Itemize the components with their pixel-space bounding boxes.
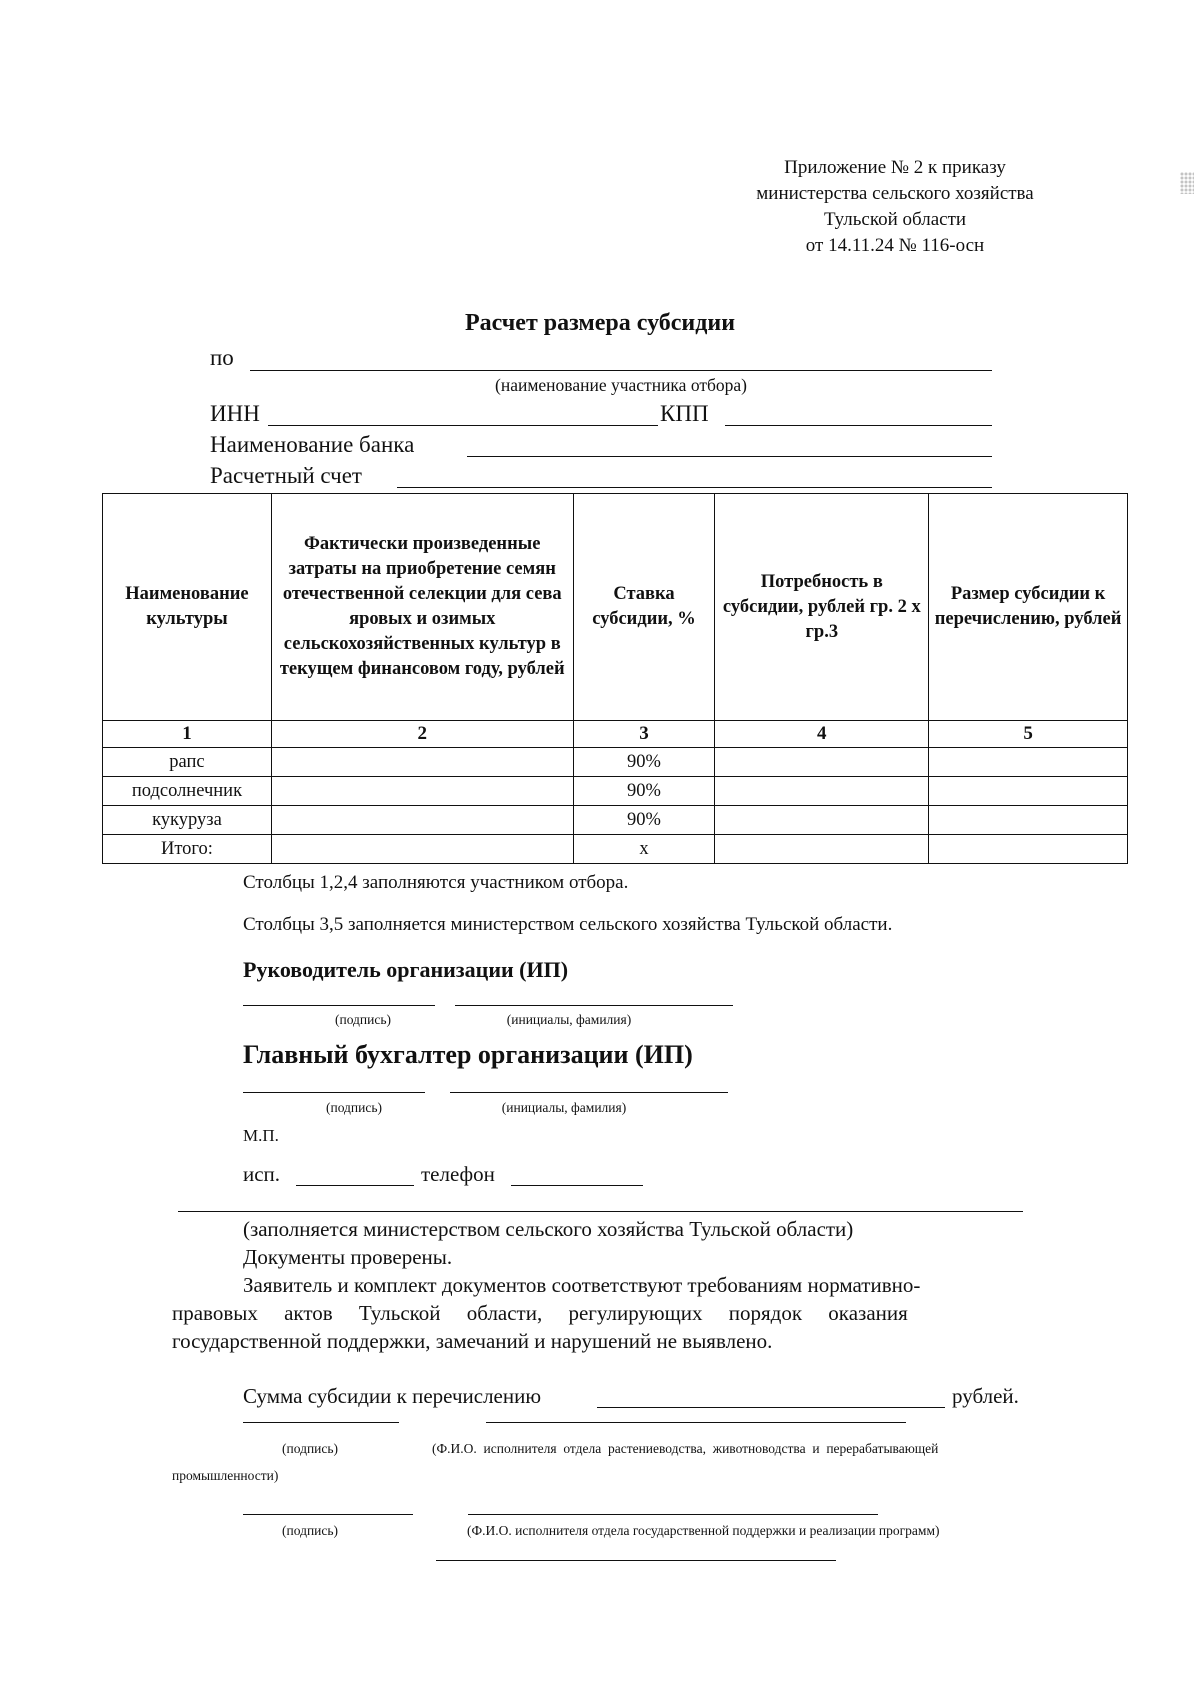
fio-caption-support-department: (Ф.И.О. исполнителя отдела государственной поддержки и реализации программ) [467,1523,940,1538]
signature-caption: (подпись) [334,1012,392,1027]
executor1-name-field[interactable] [486,1422,906,1423]
note-ministry-columns: Столбцы 3,5 заполняется министерством сельского хозяйства Тульской области. [243,914,893,935]
section-divider [178,1211,1023,1212]
table-row [103,806,1128,835]
account-label: Расчетный счет [210,463,362,488]
sum-field[interactable] [597,1407,945,1408]
head-title: Руководитель организации (ИП) [243,957,569,982]
bottom-rule [436,1560,836,1561]
statement-line: государственной поддержки, замечаний и нарушений не выявлено. [172,1329,773,1353]
documents-checked: Документы проверены. [243,1245,453,1269]
executor2-signature-field[interactable] [243,1514,413,1515]
sum-unit: рублей. [952,1384,1019,1408]
accountant-signature-field[interactable] [243,1092,425,1093]
bank-field[interactable] [467,456,992,457]
fio-caption-continued: промышленности) [172,1468,279,1483]
need-cell[interactable] [715,777,929,806]
crop-cell: рапс [103,748,272,777]
column-number: 4 [715,721,929,748]
table-header-row [103,494,1128,721]
executor2-name-field[interactable] [468,1514,878,1515]
amount-cell[interactable] [929,777,1128,806]
accountant-title: Главный бухгалтер организации (ИП) [243,1040,693,1069]
rate-cell: 90% [573,748,715,777]
head-signature-field[interactable] [243,1005,435,1006]
fio-caption-crop-department: (Ф.И.О. исполнителя отдела растениеводства, животноводства и перерабатывающей [432,1441,939,1456]
rate-cell: 90% [573,777,715,806]
kpp-field[interactable] [725,425,992,426]
inn-label: ИНН [210,401,260,426]
sum-label: Сумма субсидии к перечислению [243,1384,542,1408]
ministry-caption: (заполняется министерством сельского хозяйства Тульской области) [243,1217,854,1241]
table-row [103,748,1128,777]
phone-label: телефон [421,1162,495,1186]
executor-field[interactable] [296,1185,414,1186]
bank-label: Наименование банка [210,432,415,457]
crop-cell: кукуруза [103,806,272,835]
amount-cell[interactable] [929,835,1128,864]
rate-cell: 90% [573,806,715,835]
column-number: 1 [103,721,272,748]
stamp-label: М.П. [243,1126,279,1145]
column-number-row [103,721,1128,748]
need-cell[interactable] [715,748,929,777]
subsidy-table [102,493,1128,864]
account-field[interactable] [397,487,992,488]
statement-line: правовых актов Тульской области, регулирующих порядок оказания [172,1301,908,1325]
appendix-header [720,155,1070,259]
phone-field[interactable] [511,1185,643,1186]
inn-field[interactable] [268,425,658,426]
total-label-cell: Итого: [103,835,272,864]
amount-cell[interactable] [929,748,1128,777]
total-row [103,835,1128,864]
header-subsidy-rate: Ставка субсидии, % [573,494,715,721]
participant-caption: (наименование участника отбора) [495,375,747,395]
column-number: 5 [929,721,1128,748]
participant-name-field[interactable] [250,370,992,371]
po-label: по [210,345,234,370]
executor-label: исп. [243,1162,281,1186]
costs-cell[interactable] [271,777,573,806]
need-cell[interactable] [715,835,929,864]
signature-caption: (подпись) [282,1441,339,1456]
name-caption: (инициалы, фамилия) [506,1012,632,1027]
executor1-signature-field[interactable] [243,1422,399,1423]
page-title: Расчет размера субсидии [464,310,736,336]
appendix-line: Тульской области [823,209,967,230]
column-number: 3 [573,721,715,748]
accountant-name-field[interactable] [450,1092,728,1093]
kpp-label: КПП [660,401,709,426]
costs-cell[interactable] [271,748,573,777]
header-subsidy-amount: Размер субсидии к перечислению, рублей [929,494,1128,721]
scan-speck [1180,172,1194,194]
appendix-line: министерства сельского хозяйства [756,183,1034,204]
amount-cell[interactable] [929,806,1128,835]
column-number: 2 [271,721,573,748]
name-caption: (инициалы, фамилия) [501,1100,627,1115]
note-participant-columns: Столбцы 1,2,4 заполняются участником отбора. [243,872,629,893]
header-actual-costs: Фактически произведенные затраты на приобретение семян отечественной селекции для сева яровых и озимых сельскохозяйственных культур в текущем финансовом году, рублей [271,494,573,721]
need-cell[interactable] [715,806,929,835]
statement-line: Заявитель и комплект документов соответствуют требованиям нормативно- [243,1273,921,1297]
signature-caption: (подпись) [325,1100,383,1115]
appendix-line: Приложение № 2 к приказу [784,157,1006,178]
appendix-date-number: от 14.11.24 № 116-осн [805,235,985,256]
header-subsidy-need: Потребность в субсидии, рублей гр. 2 х гр.3 [715,494,929,721]
table-row [103,777,1128,806]
signature-caption: (подпись) [282,1523,339,1538]
head-name-field[interactable] [455,1005,733,1006]
header-crop-name: Наименование культуры [103,494,272,721]
crop-cell: подсолнечник [103,777,272,806]
rate-cell: х [573,835,715,864]
costs-cell[interactable] [271,806,573,835]
costs-cell[interactable] [271,835,573,864]
